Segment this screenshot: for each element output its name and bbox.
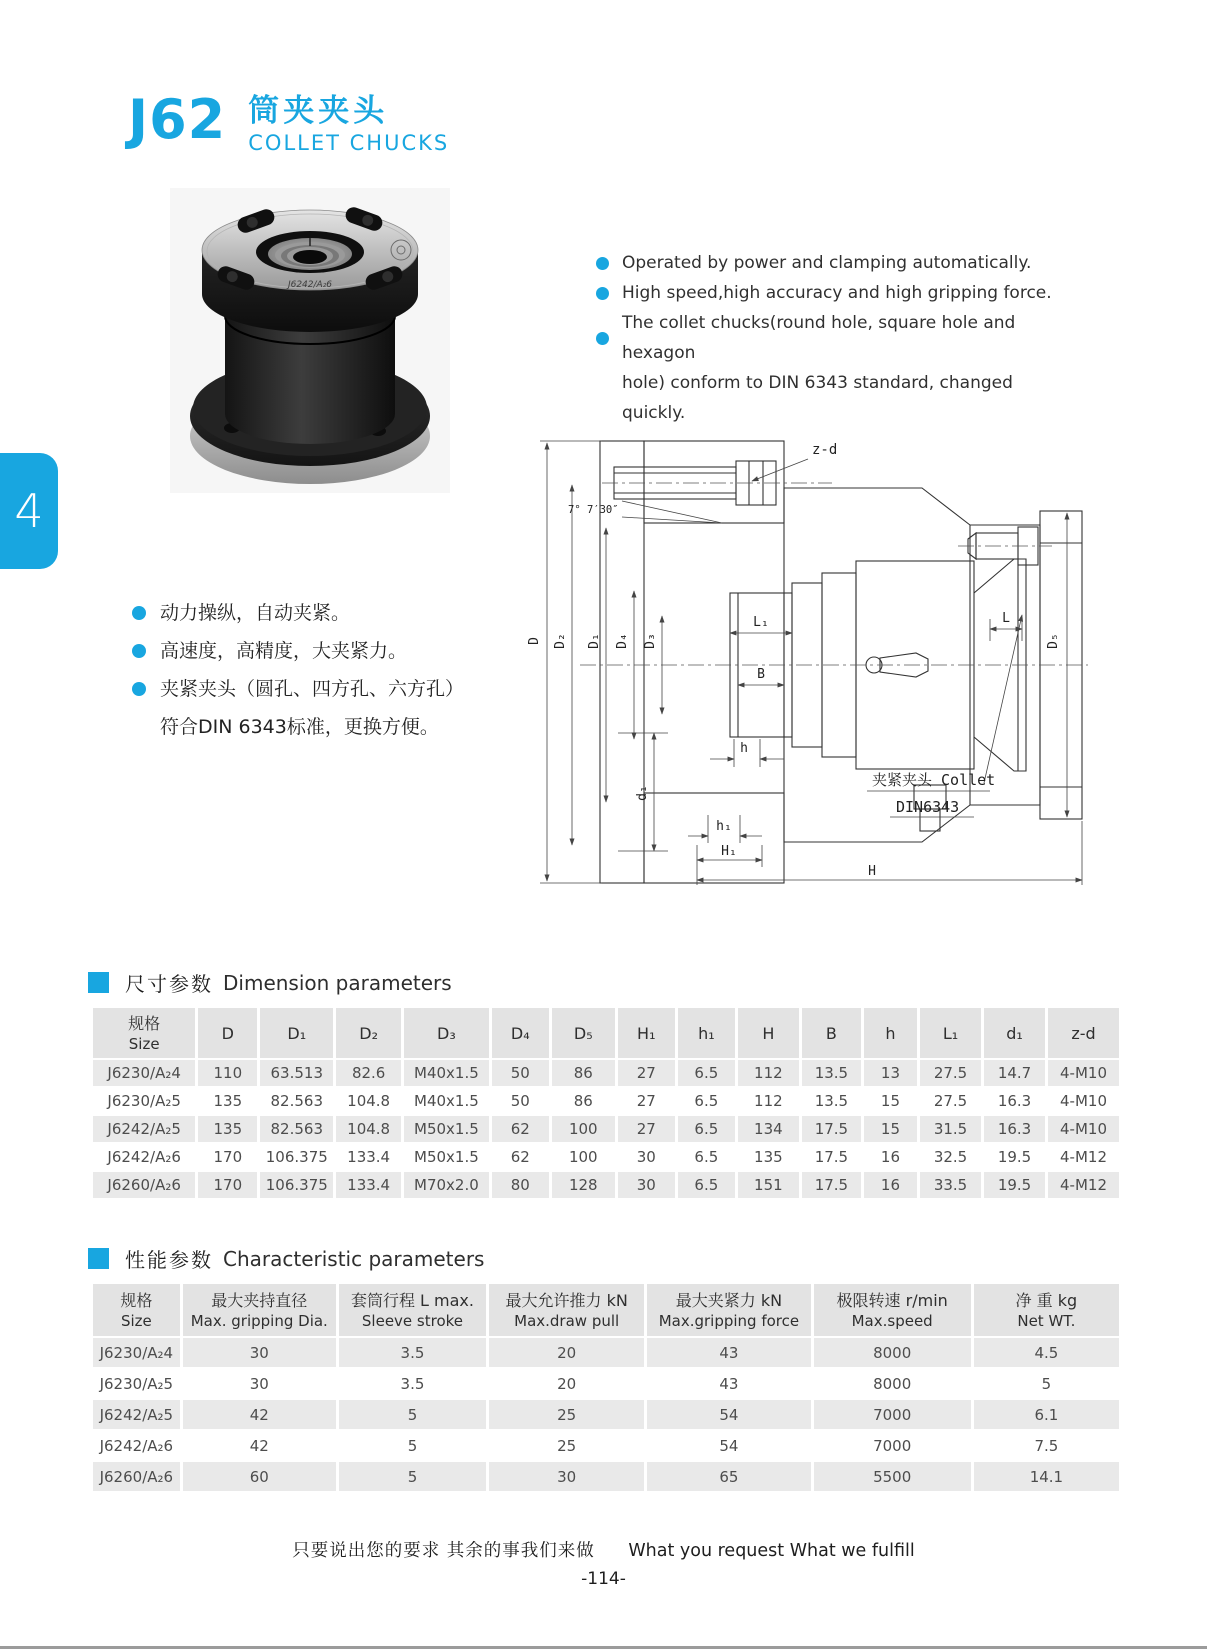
- table-cell: 128: [552, 1172, 615, 1198]
- bullet-dot-icon: [596, 257, 609, 270]
- header-cell: D₅: [552, 1008, 615, 1058]
- table-cell: 3.5: [339, 1338, 486, 1367]
- header-cell: D₃: [404, 1008, 489, 1058]
- label-zd: z-d: [812, 442, 838, 458]
- table-row: [93, 1400, 1119, 1429]
- table-cell: 100: [552, 1116, 615, 1142]
- table-cell: 60: [183, 1462, 336, 1491]
- table-cell: 7.5: [974, 1431, 1119, 1460]
- table-cell: 4-M10: [1048, 1060, 1119, 1086]
- header-cell: 净 重 kg Net WT.: [974, 1284, 1119, 1336]
- slogan-chinese: 只要说出您的要求 其余的事我们来做: [292, 1541, 595, 1561]
- table-cell: 25: [489, 1400, 644, 1429]
- table-cell: J6260/A₂6: [93, 1172, 195, 1198]
- table-cell: 4-M10: [1048, 1116, 1119, 1142]
- table-cell: 112: [738, 1060, 799, 1086]
- chapter-tab[interactable]: [0, 453, 58, 569]
- table-cell: 106.375: [260, 1144, 333, 1170]
- table-cell: 82.563: [260, 1116, 333, 1142]
- label-h: h: [740, 741, 748, 756]
- table-cell: 50: [492, 1088, 549, 1114]
- table-cell: 16.3: [984, 1116, 1045, 1142]
- table-cell: 6.5: [678, 1172, 735, 1198]
- label-angle: 7° 7′30″: [568, 504, 619, 516]
- header-cell: B: [802, 1008, 861, 1058]
- table-cell: 104.8: [336, 1116, 401, 1142]
- header-cell: D₂: [336, 1008, 401, 1058]
- table-cell: 31.5: [920, 1116, 981, 1142]
- section-title-en: Dimension parameters: [223, 970, 452, 995]
- header-cell: H₁: [618, 1008, 675, 1058]
- table-header-row: [93, 1284, 1119, 1336]
- table-cell: 13.5: [802, 1088, 861, 1114]
- table-cell: 4-M12: [1048, 1144, 1119, 1170]
- table-cell: 27.5: [920, 1060, 981, 1086]
- product-model: J62: [128, 88, 227, 151]
- table-cell: 42: [183, 1431, 336, 1460]
- table-cell: M50x1.5: [404, 1116, 489, 1142]
- table-row: [93, 1060, 1119, 1086]
- table-header-row: [93, 1008, 1119, 1058]
- table-cell: 6.5: [678, 1088, 735, 1114]
- feature-text: 符合DIN 6343标准，更换方便。: [160, 716, 439, 738]
- title-chinese: 筒夹夹头: [248, 93, 389, 129]
- table-cell: 30: [183, 1369, 336, 1398]
- label-din: DIN6343: [896, 798, 960, 816]
- header-cell: 最大夹紧力 kN Max.gripping force: [647, 1284, 810, 1336]
- table-cell: 6.5: [678, 1144, 735, 1170]
- title-english: COLLET CHUCKS: [248, 131, 450, 155]
- header-cell: H: [738, 1008, 799, 1058]
- collet-chuck-photo: [170, 188, 450, 493]
- header-cell: d₁: [984, 1008, 1045, 1058]
- features-chinese: [132, 594, 492, 746]
- drawing-labels: [527, 442, 1061, 879]
- table-cell: 6.5: [678, 1060, 735, 1086]
- table-cell: 170: [198, 1172, 257, 1198]
- header-cell: 规格 Size: [93, 1008, 195, 1058]
- section-marker-icon: [88, 972, 109, 993]
- table-cell: 82.563: [260, 1088, 333, 1114]
- table-cell: 8000: [814, 1369, 971, 1398]
- table-cell: 135: [198, 1116, 257, 1142]
- table-cell: 19.5: [984, 1172, 1045, 1198]
- table-cell: 82.6: [336, 1060, 401, 1086]
- table-cell: 4.5: [974, 1338, 1119, 1367]
- product-titles: [248, 88, 449, 156]
- section-title-cn: 性能参数: [125, 1248, 213, 1272]
- label-D: D: [527, 637, 542, 645]
- table-cell: 135: [738, 1144, 799, 1170]
- page-header: [128, 88, 449, 156]
- table-row: [93, 1116, 1119, 1142]
- label-h1: h₁: [716, 819, 732, 834]
- table-row: [93, 1088, 1119, 1114]
- header-cell: 最大允许推力 kN Max.draw pull: [489, 1284, 644, 1336]
- table-cell: 151: [738, 1172, 799, 1198]
- dimension-drawing: [522, 433, 1097, 908]
- engraved-model: J6242/A₂6: [287, 280, 333, 290]
- table-cell: 7000: [814, 1431, 971, 1460]
- chapter-number: 4: [14, 484, 44, 538]
- feature-text: hole) conform to DIN 6343 standard, changed quickly.: [622, 373, 1013, 423]
- table-cell: 20: [489, 1369, 644, 1398]
- table-cell: 30: [618, 1144, 675, 1170]
- feature-text: 夹紧夹头（圆孔、四方孔、六方孔）: [160, 678, 465, 700]
- table-cell: 5: [339, 1462, 486, 1491]
- table-cell: J6230/A₂4: [93, 1338, 180, 1367]
- feature-text: Operated by power and clamping automatically.: [622, 253, 1032, 273]
- table-cell: 6.1: [974, 1400, 1119, 1429]
- slogan-english: What you request What we fulfill: [628, 1541, 915, 1561]
- table-cell: 4-M10: [1048, 1088, 1119, 1114]
- header-cell: 最大夹持直径 Max. gripping Dia.: [183, 1284, 336, 1336]
- section-title-en: Characteristic parameters: [223, 1246, 485, 1271]
- table-cell: J6230/A₂5: [93, 1369, 180, 1398]
- table-cell: 43: [647, 1369, 810, 1398]
- characteristic-parameters-table: [90, 1282, 1122, 1493]
- table-cell: 4-M12: [1048, 1172, 1119, 1198]
- label-D1: D₁: [587, 633, 602, 649]
- feature-text: The collet chucks(round hole, square hole and hexagon: [622, 313, 1016, 363]
- feature-item: [596, 278, 1066, 308]
- table-cell: 86: [552, 1060, 615, 1086]
- table-cell: 6.5: [678, 1116, 735, 1142]
- table-row: [93, 1462, 1119, 1491]
- header-cell: h: [864, 1008, 917, 1058]
- table-cell: 17.5: [802, 1144, 861, 1170]
- feature-item: [596, 248, 1066, 278]
- table-cell: 5500: [814, 1462, 971, 1491]
- table-cell: 54: [647, 1400, 810, 1429]
- label-D2: D₂: [553, 633, 568, 649]
- table-cell: 42: [183, 1400, 336, 1429]
- table-cell: 25: [489, 1431, 644, 1460]
- table-cell: 54: [647, 1431, 810, 1460]
- table-cell: 32.5: [920, 1144, 981, 1170]
- bullet-dot-icon: [596, 287, 609, 300]
- header-cell: D: [198, 1008, 257, 1058]
- table-cell: J6242/A₂6: [93, 1144, 195, 1170]
- table-cell: 16: [864, 1144, 917, 1170]
- table-cell: J6242/A₂6: [93, 1431, 180, 1460]
- table-cell: J6230/A₂4: [93, 1060, 195, 1086]
- table-cell: M40x1.5: [404, 1088, 489, 1114]
- table-cell: 27: [618, 1088, 675, 1114]
- table-cell: 133.4: [336, 1144, 401, 1170]
- table-cell: 30: [489, 1462, 644, 1491]
- table-cell: 62: [492, 1144, 549, 1170]
- header-cell: L₁: [920, 1008, 981, 1058]
- table-cell: M70x2.0: [404, 1172, 489, 1198]
- technical-drawing: [522, 433, 1097, 908]
- table-cell: 104.8: [336, 1088, 401, 1114]
- table-cell: 19.5: [984, 1144, 1045, 1170]
- table-cell: 33.5: [920, 1172, 981, 1198]
- label-D5: D₅: [1046, 633, 1061, 649]
- table-cell: 80: [492, 1172, 549, 1198]
- table-cell: 7000: [814, 1400, 971, 1429]
- header-cell: D₁: [260, 1008, 333, 1058]
- feature-text: 动力操纵，自动夹紧。: [160, 602, 351, 624]
- section-title-cn: 尺寸参数: [125, 972, 213, 996]
- feature-item: [596, 368, 1066, 428]
- feature-text: High speed,high accuracy and high gripping force.: [622, 283, 1052, 303]
- table-cell: 112: [738, 1088, 799, 1114]
- characteristic-section-title: [88, 1244, 484, 1273]
- bullet-dot-icon: [132, 606, 146, 620]
- part-outline: [600, 441, 1082, 883]
- table-cell: 17.5: [802, 1172, 861, 1198]
- footer-slogan: [0, 1537, 1207, 1562]
- table-cell: 20: [489, 1338, 644, 1367]
- dimension-section-title: [88, 968, 452, 997]
- label-d1: d₁: [635, 785, 650, 801]
- feature-text: 高速度，高精度，大夹紧力。: [160, 640, 408, 662]
- table-cell: 65: [647, 1462, 810, 1491]
- table-cell: 133.4: [336, 1172, 401, 1198]
- table-cell: 62: [492, 1116, 549, 1142]
- table-cell: J6242/A₂5: [93, 1116, 195, 1142]
- table-cell: M50x1.5: [404, 1144, 489, 1170]
- page-number: -114-: [581, 1569, 626, 1589]
- table-cell: 50: [492, 1060, 549, 1086]
- table-cell: 17.5: [802, 1116, 861, 1142]
- bullet-dot-icon: [132, 682, 146, 696]
- table-cell: 16: [864, 1172, 917, 1198]
- table-cell: 8000: [814, 1338, 971, 1367]
- table-cell: 13: [864, 1060, 917, 1086]
- bullet-dot-icon: [132, 644, 146, 658]
- table-row: [93, 1431, 1119, 1460]
- table-cell: 30: [618, 1172, 675, 1198]
- table-cell: 170: [198, 1144, 257, 1170]
- table-cell: 135: [198, 1088, 257, 1114]
- feature-item: [132, 632, 492, 670]
- label-B: B: [757, 667, 765, 682]
- table-cell: 13.5: [802, 1060, 861, 1086]
- table-cell: 134: [738, 1116, 799, 1142]
- table-cell: 106.375: [260, 1172, 333, 1198]
- label-D3: D₃: [643, 633, 658, 649]
- table-cell: 43: [647, 1338, 810, 1367]
- header-cell: z-d: [1048, 1008, 1119, 1058]
- table-cell: M40x1.5: [404, 1060, 489, 1086]
- table-cell: 14.7: [984, 1060, 1045, 1086]
- label-H: H: [868, 864, 876, 879]
- feature-item: [132, 708, 492, 746]
- dimension-parameters-table: [90, 1006, 1122, 1200]
- table-cell: 5: [974, 1369, 1119, 1398]
- label-H1: H₁: [721, 844, 737, 859]
- table-cell: 86: [552, 1088, 615, 1114]
- product-photo: [170, 188, 450, 493]
- table-cell: 15: [864, 1116, 917, 1142]
- table-cell: 16.3: [984, 1088, 1045, 1114]
- header-cell: D₄: [492, 1008, 549, 1058]
- table-row: [93, 1369, 1119, 1398]
- feature-item: [596, 308, 1066, 368]
- table-cell: 30: [183, 1338, 336, 1367]
- label-L1: L₁: [753, 615, 769, 630]
- table-cell: 100: [552, 1144, 615, 1170]
- feature-item: [132, 670, 492, 708]
- table-cell: 63.513: [260, 1060, 333, 1086]
- header-cell: 极限转速 r/min Max.speed: [814, 1284, 971, 1336]
- table-row: [93, 1172, 1119, 1198]
- header-cell: 规格 Size: [93, 1284, 180, 1336]
- table-cell: 27: [618, 1060, 675, 1086]
- table-cell: J6230/A₂5: [93, 1088, 195, 1114]
- table-cell: 27: [618, 1116, 675, 1142]
- table-cell: 27.5: [920, 1088, 981, 1114]
- table-row: [93, 1144, 1119, 1170]
- bullet-dot-icon: [596, 332, 609, 345]
- header-cell: h₁: [678, 1008, 735, 1058]
- table-cell: 14.1: [974, 1462, 1119, 1491]
- header-cell: 套筒行程 L max. Sleeve stroke: [339, 1284, 486, 1336]
- dimension-lines: [540, 441, 1082, 885]
- collet-bore: [293, 250, 327, 264]
- table-cell: 110: [198, 1060, 257, 1086]
- table-cell: J6242/A₂5: [93, 1400, 180, 1429]
- label-L: L: [1002, 611, 1010, 626]
- table-row: [93, 1338, 1119, 1367]
- features-english: [596, 248, 1066, 428]
- table-cell: 3.5: [339, 1369, 486, 1398]
- section-marker-icon: [88, 1248, 109, 1269]
- feature-item: [132, 594, 492, 632]
- table-cell: 5: [339, 1400, 486, 1429]
- table-cell: 5: [339, 1431, 486, 1460]
- table-cell: J6260/A₂6: [93, 1462, 180, 1491]
- label-D4: D₄: [615, 633, 630, 649]
- label-collet: 夹紧夹头 Collet: [872, 771, 996, 789]
- table-cell: 15: [864, 1088, 917, 1114]
